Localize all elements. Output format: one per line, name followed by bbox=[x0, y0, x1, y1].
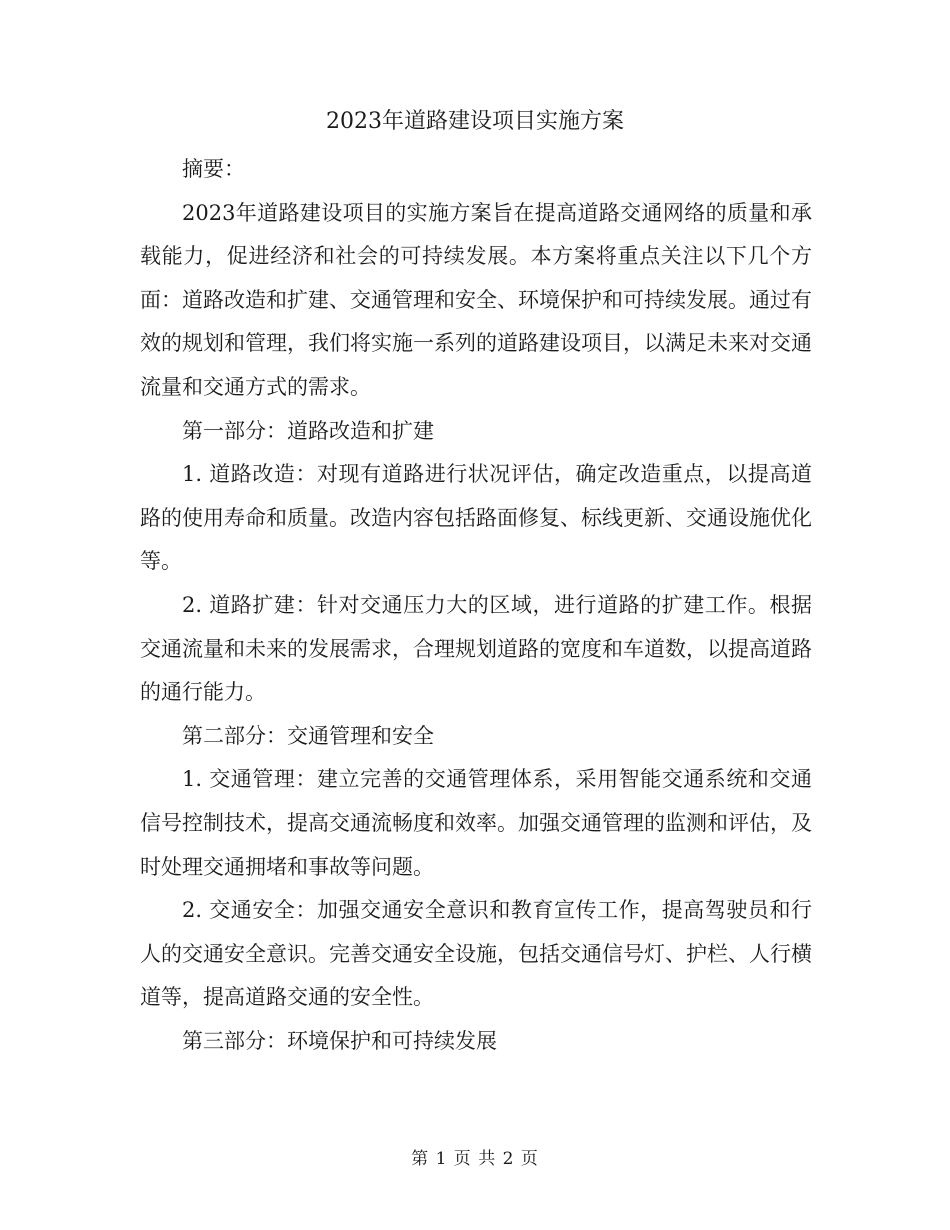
section-heading-3: 第三部分：环境保护和可持续发展 bbox=[182, 1028, 497, 1053]
page-footer: 第 1 页 共 2 页 bbox=[411, 1149, 539, 1169]
section-heading-1: 第一部分：道路改造和扩建 bbox=[182, 418, 434, 443]
abstract-paragraph: 2023年道路建设项目的实施方案旨在提高道路交通网络的质量和承载能力，促进经济和社会的可持续发展。本方案将重点关注以下几个方面：道路改造和扩建、交通管理和安全、环境保护和可持续发展。通过有效的规划和管理，我们将实施一系列的道路建设项目，以满足未来对交通流量和交通方式的需求。 bbox=[140, 200, 812, 399]
section-1-item-2: 2. 道路扩建：针对交通压力大的区域，进行道路的扩建工作。根据交通流量和未来的发展需求，合理规划道路的宽度和车道数，以提高道路的通行能力。 bbox=[140, 592, 812, 705]
abstract-heading: 摘要： bbox=[182, 157, 245, 181]
document-body bbox=[140, 148, 812, 1063]
document-title: 2023年道路建设项目实施方案 bbox=[326, 109, 624, 134]
section-heading-2: 第二部分：交通管理和安全 bbox=[182, 723, 434, 748]
section-2-item-1: 1. 交通管理：建立完善的交通管理体系，采用智能交通系统和交通信号控制技术，提高交通流畅度和效率。加强交通管理的监测和评估，及时处理交通拥堵和事故等问题。 bbox=[140, 767, 812, 879]
section-1-item-1: 1. 道路改造：对现有道路进行状况评估，确定改造重点，以提高道路的使用寿命和质量。改造内容包括路面修复、标线更新、交通设施优化等。 bbox=[140, 462, 812, 574]
section-2-item-2: 2. 交通安全：加强交通安全意识和教育宣传工作，提高驾驶员和行人的交通安全意识。完善交通安全设施，包括交通信号灯、护栏、人行横道等，提高道路交通的安全性。 bbox=[140, 898, 812, 1010]
